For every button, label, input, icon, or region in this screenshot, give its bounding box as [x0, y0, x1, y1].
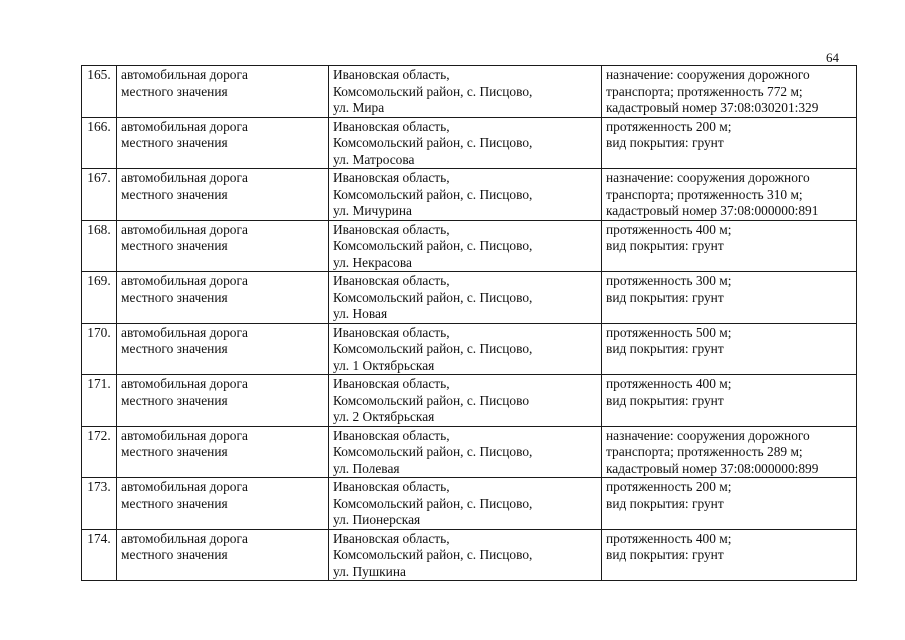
object-name-cell [117, 220, 329, 272]
address-line: Комсомольский район, с. Писцово [333, 392, 530, 408]
address-line: Комсомольский район, с. Писцово, [333, 83, 533, 99]
object-name-line: автомобильная дорога [121, 221, 248, 237]
table-row [82, 375, 857, 427]
address-line: ул. 1 Октябрьская [333, 357, 435, 373]
address-cell [329, 323, 602, 375]
object-name-cell [117, 426, 329, 478]
row-number: 168. [82, 220, 117, 272]
address-line: ул. Матросова [333, 151, 415, 167]
row-number: 172. [82, 426, 117, 478]
object-name-line: местного значения [121, 444, 228, 459]
object-name-line: местного значения [121, 341, 228, 356]
details-line: кадастровый номер 37:08:000000:899 [606, 460, 819, 476]
table-row [82, 426, 857, 478]
address-line: ул. 2 Октябрьская [333, 409, 435, 424]
address-line: Ивановская область, [333, 530, 450, 546]
address-line: Ивановская область, [333, 170, 450, 185]
address-line: Комсомольский район, с. Писцово, [333, 238, 533, 253]
address-line: Ивановская область, [333, 273, 450, 288]
details-line: вид покрытия: грунт [606, 238, 724, 253]
object-name-cell [117, 66, 329, 118]
details-line: назначение: сооружения дорожного [606, 67, 810, 82]
table-row [82, 272, 857, 324]
object-name-line: местного значения [121, 135, 228, 150]
row-number: 174. [82, 529, 117, 581]
table-row [82, 478, 857, 530]
row-number: 173. [82, 478, 117, 530]
address-cell [329, 529, 602, 581]
details-line: протяженность 300 м; [606, 273, 732, 288]
details-cell [602, 169, 857, 221]
object-name-cell [117, 169, 329, 221]
address-line: Ивановская область, [333, 376, 450, 391]
table-row [82, 323, 857, 375]
table-row [82, 117, 857, 169]
registry-body [82, 66, 857, 581]
address-cell [329, 117, 602, 169]
address-line: Ивановская область, [333, 479, 450, 494]
object-name-line: местного значения [121, 547, 228, 562]
details-cell [602, 375, 857, 427]
object-name-line: местного значения [121, 186, 228, 202]
details-line: вид покрытия: грунт [606, 495, 724, 511]
object-name-line: автомобильная дорога [121, 427, 248, 443]
details-line: вид покрытия: грунт [606, 289, 724, 305]
details-line: транспорта; протяженность 772 м; [606, 83, 803, 99]
row-number: 171. [82, 375, 117, 427]
address-line: ул. Некрасова [333, 254, 412, 270]
details-line: кадастровый номер 37:08:000000:891 [606, 203, 819, 218]
details-line: протяженность 500 м; [606, 324, 732, 340]
object-name-cell [117, 529, 329, 581]
row-number: 169. [82, 272, 117, 324]
object-name-line: автомобильная дорога [121, 324, 248, 340]
details-line: транспорта; протяженность 289 м; [606, 444, 803, 459]
object-name-cell [117, 375, 329, 427]
address-line: ул. Полевая [333, 460, 400, 476]
address-cell [329, 169, 602, 221]
address-line: ул. Мира [333, 100, 385, 115]
object-name-line: автомобильная дорога [121, 479, 248, 494]
road-registry-table [81, 65, 857, 581]
page-number: 64 [826, 50, 839, 65]
address-cell [329, 272, 602, 324]
object-name-line: автомобильная дорога [121, 376, 248, 391]
details-line: протяженность 200 м; [606, 118, 732, 134]
details-cell [602, 220, 857, 272]
address-line: Ивановская область, [333, 427, 450, 443]
object-name-line: автомобильная дорога [121, 67, 248, 82]
row-number: 165. [82, 66, 117, 118]
details-line: назначение: сооружения дорожного [606, 170, 810, 185]
object-name-line: местного значения [121, 495, 228, 511]
details-line: вид покрытия: грунт [606, 135, 724, 150]
details-line: протяженность 400 м; [606, 530, 732, 546]
address-line: Ивановская область, [333, 67, 450, 82]
details-cell [602, 272, 857, 324]
object-name-line: местного значения [121, 238, 228, 253]
details-line: вид покрытия: грунт [606, 547, 724, 562]
address-line: Ивановская область, [333, 221, 450, 237]
object-name-line: автомобильная дорога [121, 530, 248, 546]
address-line: Комсомольский район, с. Писцово, [333, 444, 533, 459]
object-name-line: местного значения [121, 83, 228, 99]
details-cell [602, 529, 857, 581]
address-cell [329, 66, 602, 118]
row-number: 170. [82, 323, 117, 375]
details-cell [602, 117, 857, 169]
details-line: назначение: сооружения дорожного [606, 427, 810, 443]
address-line: Комсомольский район, с. Писцово, [333, 186, 533, 202]
address-line: Ивановская область, [333, 324, 450, 340]
object-name-cell [117, 272, 329, 324]
object-name-cell [117, 478, 329, 530]
object-name-cell [117, 117, 329, 169]
address-line: ул. Мичурина [333, 203, 412, 218]
address-line: Комсомольский район, с. Писцово, [333, 547, 533, 562]
details-line: кадастровый номер 37:08:030201:329 [606, 100, 819, 115]
object-name-line: местного значения [121, 392, 228, 408]
object-name-line: местного значения [121, 289, 228, 305]
address-cell [329, 220, 602, 272]
address-cell [329, 478, 602, 530]
address-line: Ивановская область, [333, 118, 450, 134]
object-name-line: автомобильная дорога [121, 273, 248, 288]
address-line: Комсомольский район, с. Писцово, [333, 495, 533, 511]
row-number: 166. [82, 117, 117, 169]
details-cell [602, 478, 857, 530]
address-cell [329, 426, 602, 478]
object-name-cell [117, 323, 329, 375]
table-row [82, 220, 857, 272]
details-line: вид покрытия: грунт [606, 392, 724, 408]
details-line: протяженность 200 м; [606, 479, 732, 494]
details-line: протяженность 400 м; [606, 221, 732, 237]
address-line: Комсомольский район, с. Писцово, [333, 289, 533, 305]
row-number: 167. [82, 169, 117, 221]
table-row [82, 529, 857, 581]
address-line: ул. Новая [333, 306, 388, 321]
object-name-line: автомобильная дорога [121, 170, 248, 185]
address-line: ул. Пушкина [333, 563, 406, 579]
details-cell [602, 426, 857, 478]
object-name-line: автомобильная дорога [121, 118, 248, 134]
address-cell [329, 375, 602, 427]
table-row [82, 169, 857, 221]
details-line: протяженность 400 м; [606, 376, 732, 391]
details-cell [602, 323, 857, 375]
details-line: транспорта; протяженность 310 м; [606, 186, 803, 202]
table-row [82, 66, 857, 118]
details-cell [602, 66, 857, 118]
address-line: Комсомольский район, с. Писцово, [333, 341, 533, 356]
details-line: вид покрытия: грунт [606, 341, 724, 356]
address-line: ул. Пионерская [333, 512, 421, 527]
address-line: Комсомольский район, с. Писцово, [333, 135, 533, 150]
